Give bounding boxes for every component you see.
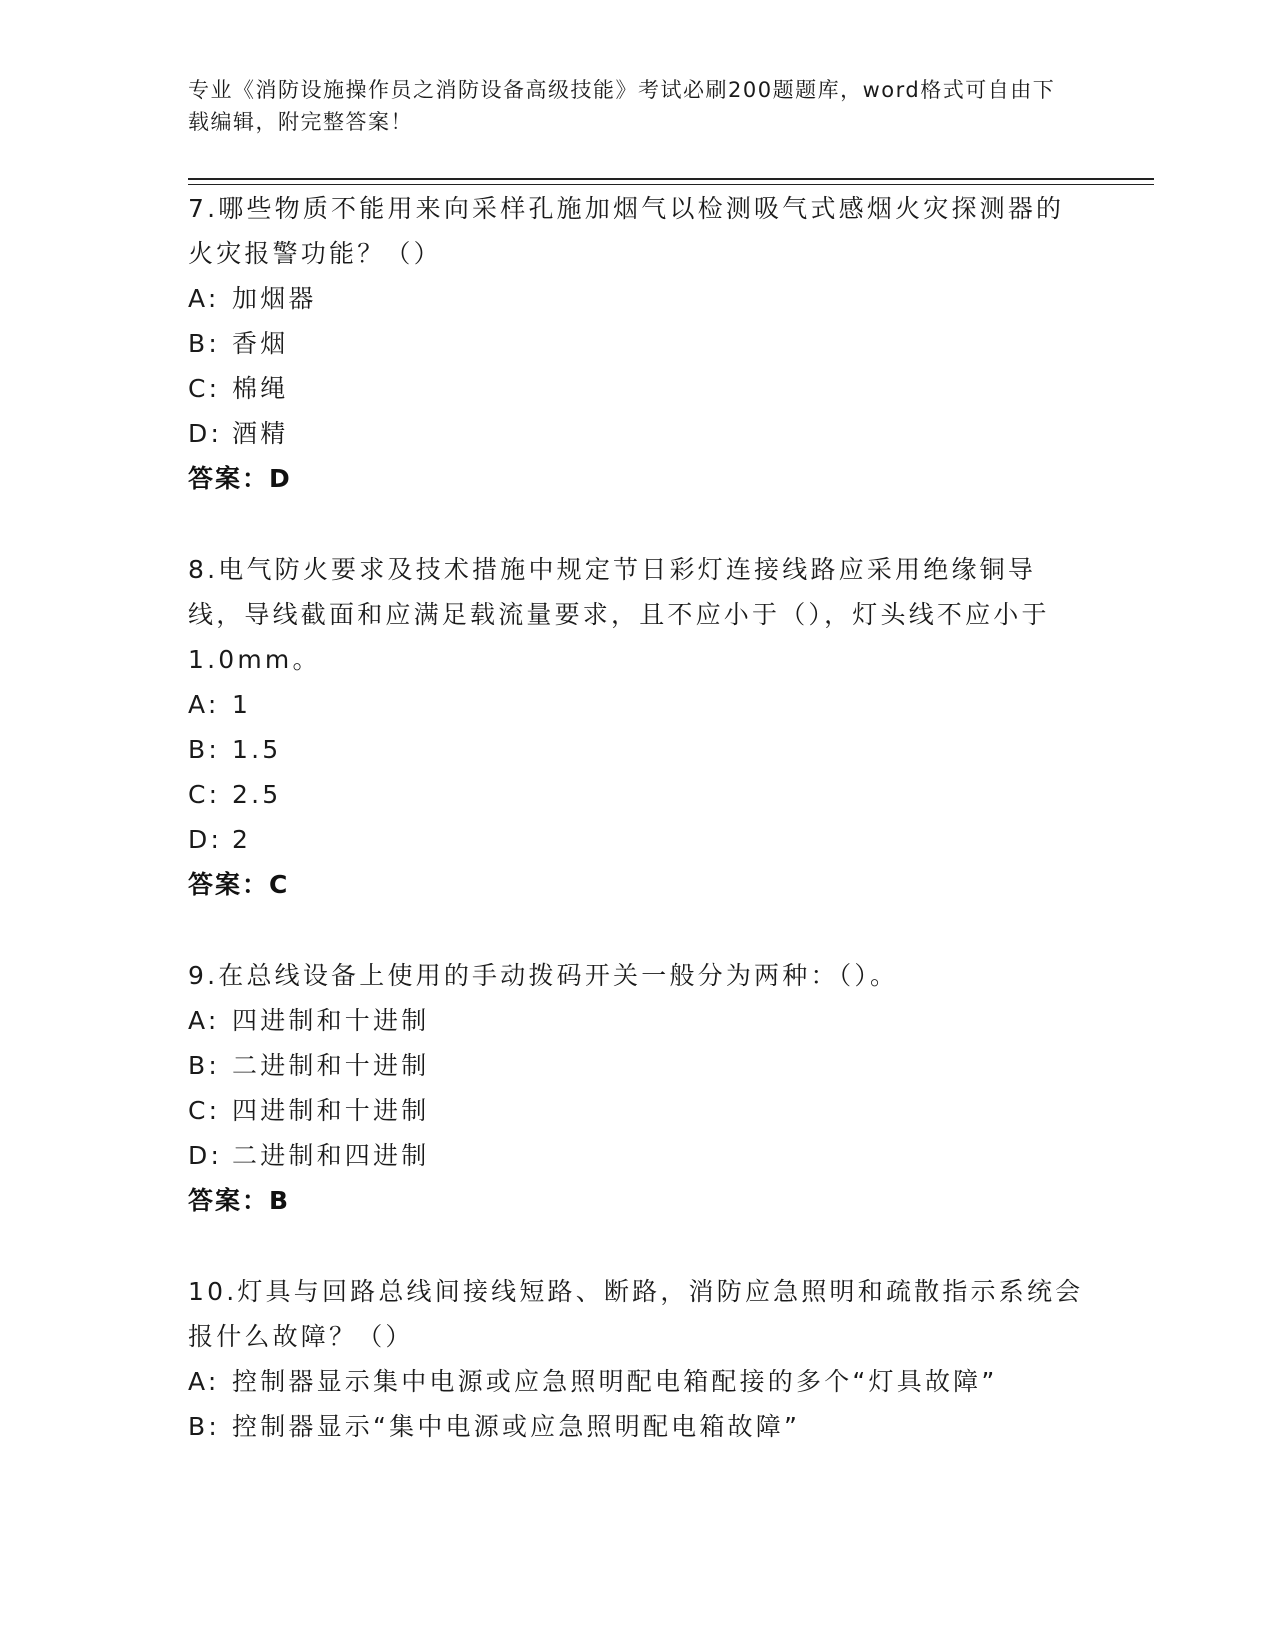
option-letter: C: <box>188 374 221 403</box>
option-text: 香烟 <box>232 329 289 358</box>
header-rule-thin <box>188 184 1154 185</box>
question-text: 9.在总线设备上使用的手动拨码开关一般分为两种：（）。 <box>188 961 899 990</box>
answer-line: 答案：D <box>188 464 292 493</box>
option-c <box>188 1088 1088 1133</box>
question-text: 10.灯具与回路总线间接线短路、断路，消防应急照明和疏散指示系统会报什么故障？（） <box>188 1277 1084 1351</box>
option-b <box>188 1043 1088 1088</box>
option-text: 控制器显示“集中电源或应急照明配电箱故障” <box>232 1412 801 1441</box>
header-rule-thick <box>188 178 1154 180</box>
option-letter: A: <box>188 1367 220 1396</box>
option-letter: A: <box>188 284 220 313</box>
option-c <box>188 366 1088 411</box>
document-header: 专业《消防设施操作员之消防设备高级技能》考试必刷200题题库，word格式可自由下载编辑，附完整答案！ <box>188 78 1056 134</box>
option-text: 2.5 <box>232 780 282 809</box>
option-d <box>188 817 1088 862</box>
option-a <box>188 998 1088 1043</box>
question-text: 8.电气防火要求及技术措施中规定节日彩灯连接线路应采用绝缘铜导线，导线截面和应满足载流量要求，且不应小于（），灯头线不应小于1.0mm。 <box>188 555 1050 674</box>
option-b <box>188 1404 1088 1449</box>
option-text: 二进制和十进制 <box>232 1051 430 1080</box>
option-a <box>188 276 1088 321</box>
option-d <box>188 1133 1088 1178</box>
option-d <box>188 411 1088 456</box>
option-letter: D: <box>188 825 223 854</box>
option-letter: C: <box>188 780 221 809</box>
option-c <box>188 772 1088 817</box>
question-text: 7.哪些物质不能用来向采样孔施加烟气以检测吸气式感烟火灾探测器的火灾报警功能？（） <box>188 194 1065 268</box>
option-text: 二进制和四进制 <box>232 1141 430 1170</box>
option-letter: B: <box>188 735 220 764</box>
option-letter: C: <box>188 1096 221 1125</box>
option-letter: D: <box>188 419 223 448</box>
question-10 <box>188 1269 1088 1449</box>
option-text: 酒精 <box>232 419 289 448</box>
option-text: 2 <box>232 825 252 854</box>
option-text: 四进制和十进制 <box>232 1096 430 1125</box>
answer-line: 答案：C <box>188 870 290 899</box>
option-text: 控制器显示集中电源或应急照明配电箱配接的多个“灯具故障” <box>232 1367 998 1396</box>
option-letter: B: <box>188 329 220 358</box>
option-letter: A: <box>188 1006 220 1035</box>
option-text: 棉绳 <box>232 374 289 403</box>
option-text: 1.5 <box>232 735 282 764</box>
option-letter: B: <box>188 1051 220 1080</box>
option-a <box>188 682 1088 727</box>
option-a <box>188 1359 1088 1404</box>
answer-line: 答案：B <box>188 1186 291 1215</box>
question-8 <box>188 547 1088 907</box>
option-letter: A: <box>188 690 220 719</box>
question-9 <box>188 953 1088 1223</box>
option-text: 四进制和十进制 <box>232 1006 430 1035</box>
question-7 <box>188 186 1088 501</box>
option-text: 加烟器 <box>232 284 317 313</box>
option-letter: D: <box>188 1141 223 1170</box>
option-b <box>188 321 1088 366</box>
option-letter: B: <box>188 1412 220 1441</box>
option-b <box>188 727 1088 772</box>
question-list <box>188 186 1088 1449</box>
option-text: 1 <box>232 690 252 719</box>
